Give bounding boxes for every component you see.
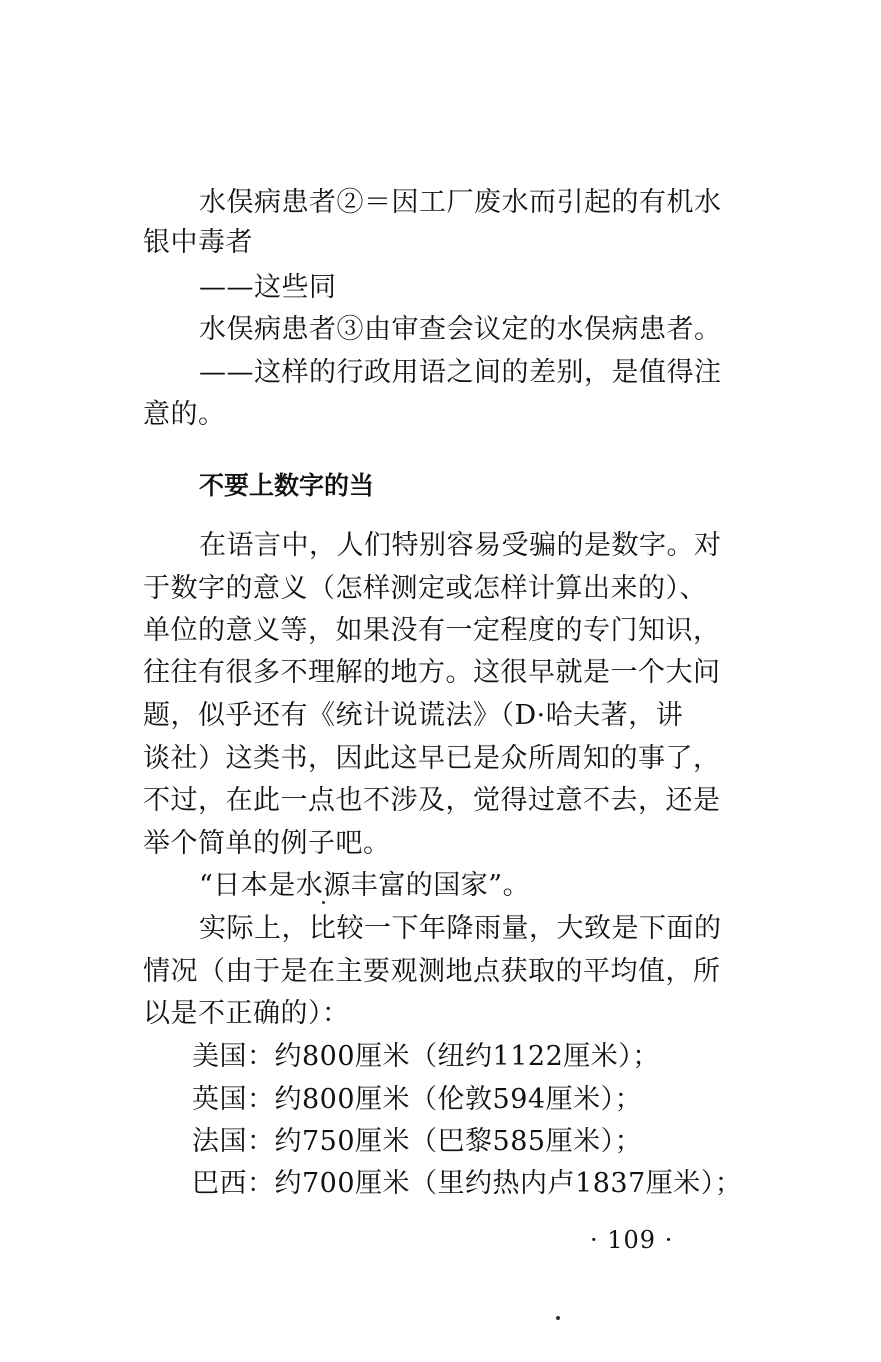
rainfall-item: 法国：约750厘米（巴黎585厘米）； <box>192 1126 643 1157</box>
rainfall-item: 英国：约800厘米（伦敦594厘米）； <box>192 1084 643 1115</box>
quote-line: “日本是水源丰富的国家”。 <box>199 870 531 901</box>
text-line: 水俣病患者③由审查会议定的水俣病患者。 <box>199 314 722 345</box>
text-line: 以是不正确的）： <box>143 998 350 1029</box>
text-line: 单位的意义等，如果没有一定程度的专门知识， <box>143 615 721 646</box>
text-line: ——这些同 <box>199 272 337 303</box>
text-line: 水俣病患者②＝因工厂废水而引起的有机水 <box>199 187 722 218</box>
text-line: 情况（由于是在主要观测地点获取的平均值，所 <box>143 956 721 987</box>
text-line: 举个简单的例子吧。 <box>143 828 391 859</box>
text-line: 于数字的意义（怎样测定或怎样计算出来的）、 <box>143 573 707 604</box>
section-heading: 不要上数字的当 <box>199 471 375 500</box>
text-line: 意的。 <box>143 399 226 430</box>
scan-speck <box>322 901 325 904</box>
rainfall-item: 美国：约800厘米（纽约1122厘米）； <box>192 1041 660 1072</box>
scan-speck <box>556 1316 560 1320</box>
page-number: · 109 · <box>590 1226 674 1254</box>
text-line: 银中毒者 <box>143 227 253 258</box>
rainfall-item: 巴西：约700厘米（里约热内卢1837厘米）； <box>192 1168 743 1199</box>
text-line: 题，似乎还有《统计说谎法》（D·哈夫著，讲 <box>143 700 684 731</box>
text-line: 谈社）这类书，因此这早已是众所周知的事了， <box>143 743 721 774</box>
text-line: 不过，在此一点也不涉及，觉得过意不去，还是 <box>143 785 721 816</box>
text-line: 实际上，比较一下年降雨量，大致是下面的 <box>199 913 722 944</box>
text-line: ——这样的行政用语之间的差别，是值得注 <box>199 357 722 388</box>
text-line: 在语言中，人们特别容易受骗的是数字。对 <box>199 530 722 561</box>
text-line: 往往有很多不理解的地方。这很早就是一个大问 <box>143 657 721 688</box>
